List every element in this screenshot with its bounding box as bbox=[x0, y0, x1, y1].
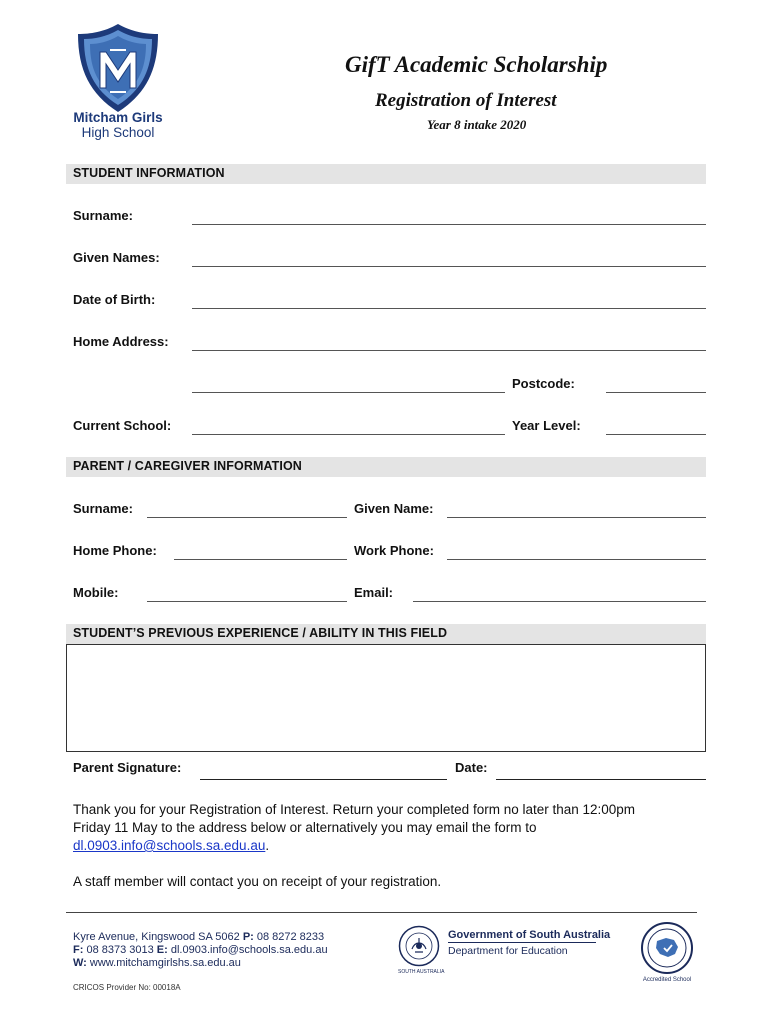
experience-section-header bbox=[66, 624, 706, 644]
closing-line2: Friday 11 May to the address below or alternatively you may email the form to bbox=[73, 820, 537, 835]
accreditation-badge bbox=[640, 921, 694, 975]
student-address-label: Home Address: bbox=[73, 334, 169, 349]
email-field[interactable] bbox=[413, 601, 706, 602]
school-crest-icon bbox=[66, 22, 170, 114]
year-level-label: Year Level: bbox=[512, 418, 581, 433]
parent-signature-label: Parent Signature: bbox=[73, 760, 182, 775]
gov-department: Department for Education bbox=[448, 945, 568, 957]
work-phone-label: Work Phone: bbox=[354, 543, 434, 558]
sa-seal-icon bbox=[398, 925, 440, 967]
parent-section-header bbox=[66, 457, 706, 477]
postcode-field[interactable] bbox=[606, 392, 706, 393]
student-surname-field[interactable] bbox=[192, 224, 706, 225]
gov-sa-title: Government of South Australia bbox=[448, 929, 611, 941]
student-surname-label: Surname: bbox=[73, 208, 133, 223]
mobile-field[interactable] bbox=[147, 601, 347, 602]
parent-surname-label: Surname: bbox=[73, 501, 133, 516]
seal-caption: SOUTH AUSTRALIA bbox=[398, 969, 445, 975]
closing-period: . bbox=[265, 838, 270, 853]
postcode-label: Postcode: bbox=[512, 376, 575, 391]
cricos-label: CRICOS Provider No: 00018A bbox=[73, 983, 181, 992]
gov-divider bbox=[448, 942, 596, 943]
sa-government-seal bbox=[398, 925, 440, 967]
student-section-title: STUDENT INFORMATION bbox=[73, 166, 225, 180]
page-subtitle: Registration of Interest bbox=[375, 90, 557, 111]
footer-fax-line: F: 08 8373 3013 E: dl.0903.info@schools.sa.edu.au bbox=[73, 944, 328, 956]
parent-signature-field[interactable] bbox=[200, 779, 447, 780]
accreditation-caption: Accredited School bbox=[642, 977, 692, 983]
year-level-field[interactable] bbox=[606, 434, 706, 435]
parent-given-name-field[interactable] bbox=[447, 517, 706, 518]
closing-line1: Thank you for your Registration of Interest. Return your completed form no later than 12:00pm bbox=[73, 802, 636, 817]
intake-label: Year 8 intake 2020 bbox=[427, 117, 527, 132]
footer-address-line: Kyre Avenue, Kingswood SA 5062 P: 08 8272 8233 bbox=[73, 931, 325, 943]
student-dob-field[interactable] bbox=[192, 308, 706, 309]
footer-divider bbox=[66, 912, 697, 913]
accreditation-badge-icon bbox=[640, 921, 694, 975]
school-name-line1: Mitcham Girls bbox=[73, 110, 163, 125]
parent-given-name-label: Given Name: bbox=[354, 501, 434, 516]
current-school-label: Current School: bbox=[73, 418, 172, 433]
home-phone-label: Home Phone: bbox=[73, 543, 157, 558]
work-phone-field[interactable] bbox=[447, 559, 706, 560]
home-phone-field[interactable] bbox=[174, 559, 347, 560]
experience-textarea[interactable] bbox=[66, 644, 706, 752]
footer-web-line: W: www.mitchamgirlshs.sa.edu.au bbox=[73, 957, 241, 969]
closing-paragraph bbox=[73, 801, 713, 855]
current-school-field[interactable] bbox=[192, 434, 505, 435]
student-section-header bbox=[66, 164, 706, 184]
parent-section-title: PARENT / CAREGIVER INFORMATION bbox=[73, 459, 302, 473]
student-dob-label: Date of Birth: bbox=[73, 292, 156, 307]
school-logo bbox=[66, 22, 170, 142]
school-name-line2: High School bbox=[81, 125, 155, 140]
staff-contact-text: A staff member will contact you on receipt of your registration. bbox=[73, 874, 442, 889]
page-title: GifT Academic Scholarship bbox=[345, 52, 608, 77]
student-given-names-label: Given Names: bbox=[73, 250, 160, 265]
student-address-line2-field[interactable] bbox=[192, 392, 505, 393]
email-label: Email: bbox=[354, 585, 394, 600]
parent-surname-field[interactable] bbox=[147, 517, 347, 518]
date-label: Date: bbox=[455, 760, 488, 775]
student-address-field[interactable] bbox=[192, 350, 706, 351]
student-given-names-field[interactable] bbox=[192, 266, 706, 267]
mobile-label: Mobile: bbox=[73, 585, 119, 600]
email-link[interactable]: dl.0903.info@schools.sa.edu.au bbox=[73, 838, 266, 853]
date-field[interactable] bbox=[496, 779, 706, 780]
experience-section-title: STUDENT’S PREVIOUS EXPERIENCE / ABILITY IN THIS FIELD bbox=[73, 626, 448, 640]
